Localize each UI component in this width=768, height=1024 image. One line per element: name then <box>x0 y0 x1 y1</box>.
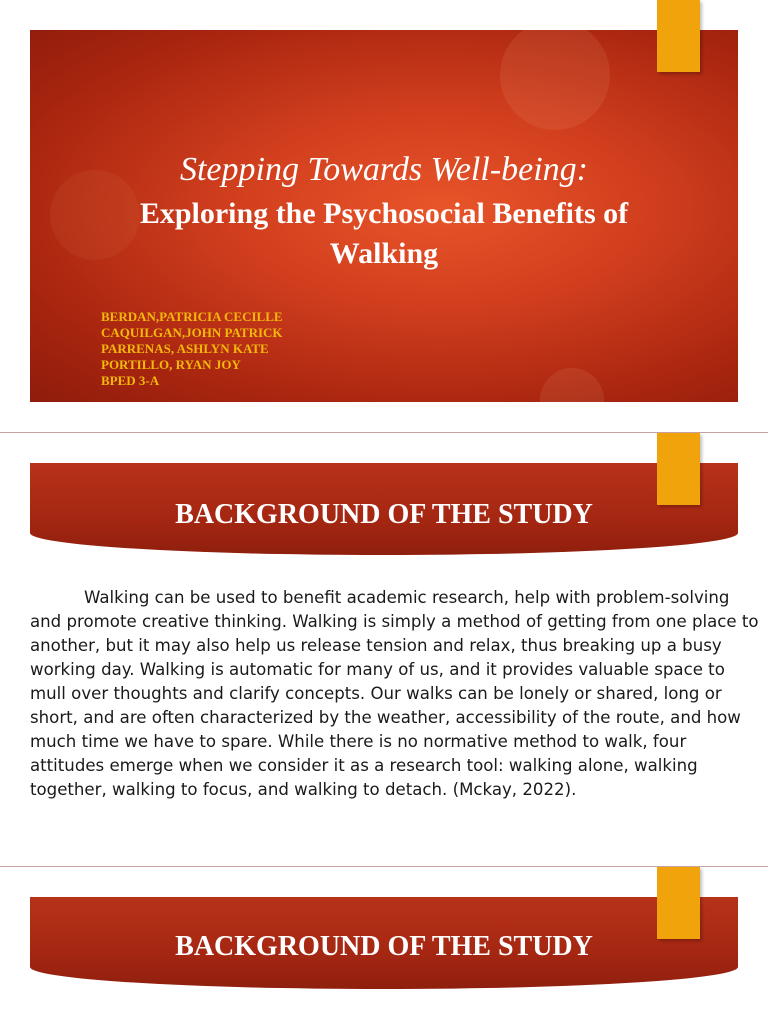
author-line: CAQUILGAN,JOHN PATRICK <box>101 325 283 340</box>
section-line: BPED 3-A <box>101 373 160 388</box>
slide-heading: BACKGROUND OF THE STUDY <box>175 499 593 530</box>
author-line: PARRENAS, ASHLYN KATE <box>101 341 269 356</box>
background-slide-2 <box>0 867 768 1024</box>
body-paragraph <box>30 586 760 802</box>
orange-tab-accent <box>657 867 700 939</box>
title-slide <box>0 0 768 432</box>
title-bold-line-2: Walking <box>329 237 439 270</box>
background-slide-1 <box>0 433 768 866</box>
slide-heading: BACKGROUND OF THE STUDY <box>175 931 593 962</box>
author-list <box>101 309 283 389</box>
author-line: BERDAN,PATRICIA CECILLE <box>101 309 283 324</box>
presentation-title <box>30 150 738 274</box>
title-italic-line: Stepping Towards Well-being: <box>179 151 589 188</box>
title-bold-line-1: Exploring the Psychosocial Benefits of <box>139 197 629 230</box>
orange-tab-accent <box>657 433 700 505</box>
orange-tab-accent <box>657 0 700 72</box>
author-line: PORTILLO, RYAN JOY <box>101 357 241 372</box>
body-text: Walking can be used to benefit academic research, help with problem-solving and promote creative thinking. Walking is simply a method of getting from one place to another, but it may also help us release tension and relax, thus breaking up a busy working day. Walking is automatic for many of us, and it provides valuable space to mull over thoughts and clarify concepts. Our walks can be lonely or shared, long or short, and are often characterized by the weather, accessibility of the route, and how much time we have to spare. While there is no normative method to walk, four attitudes emerge when we consider it as a research tool: walking alone, walking together, walking to focus, and walking to detach. (Mckay, 2022). <box>30 588 759 799</box>
